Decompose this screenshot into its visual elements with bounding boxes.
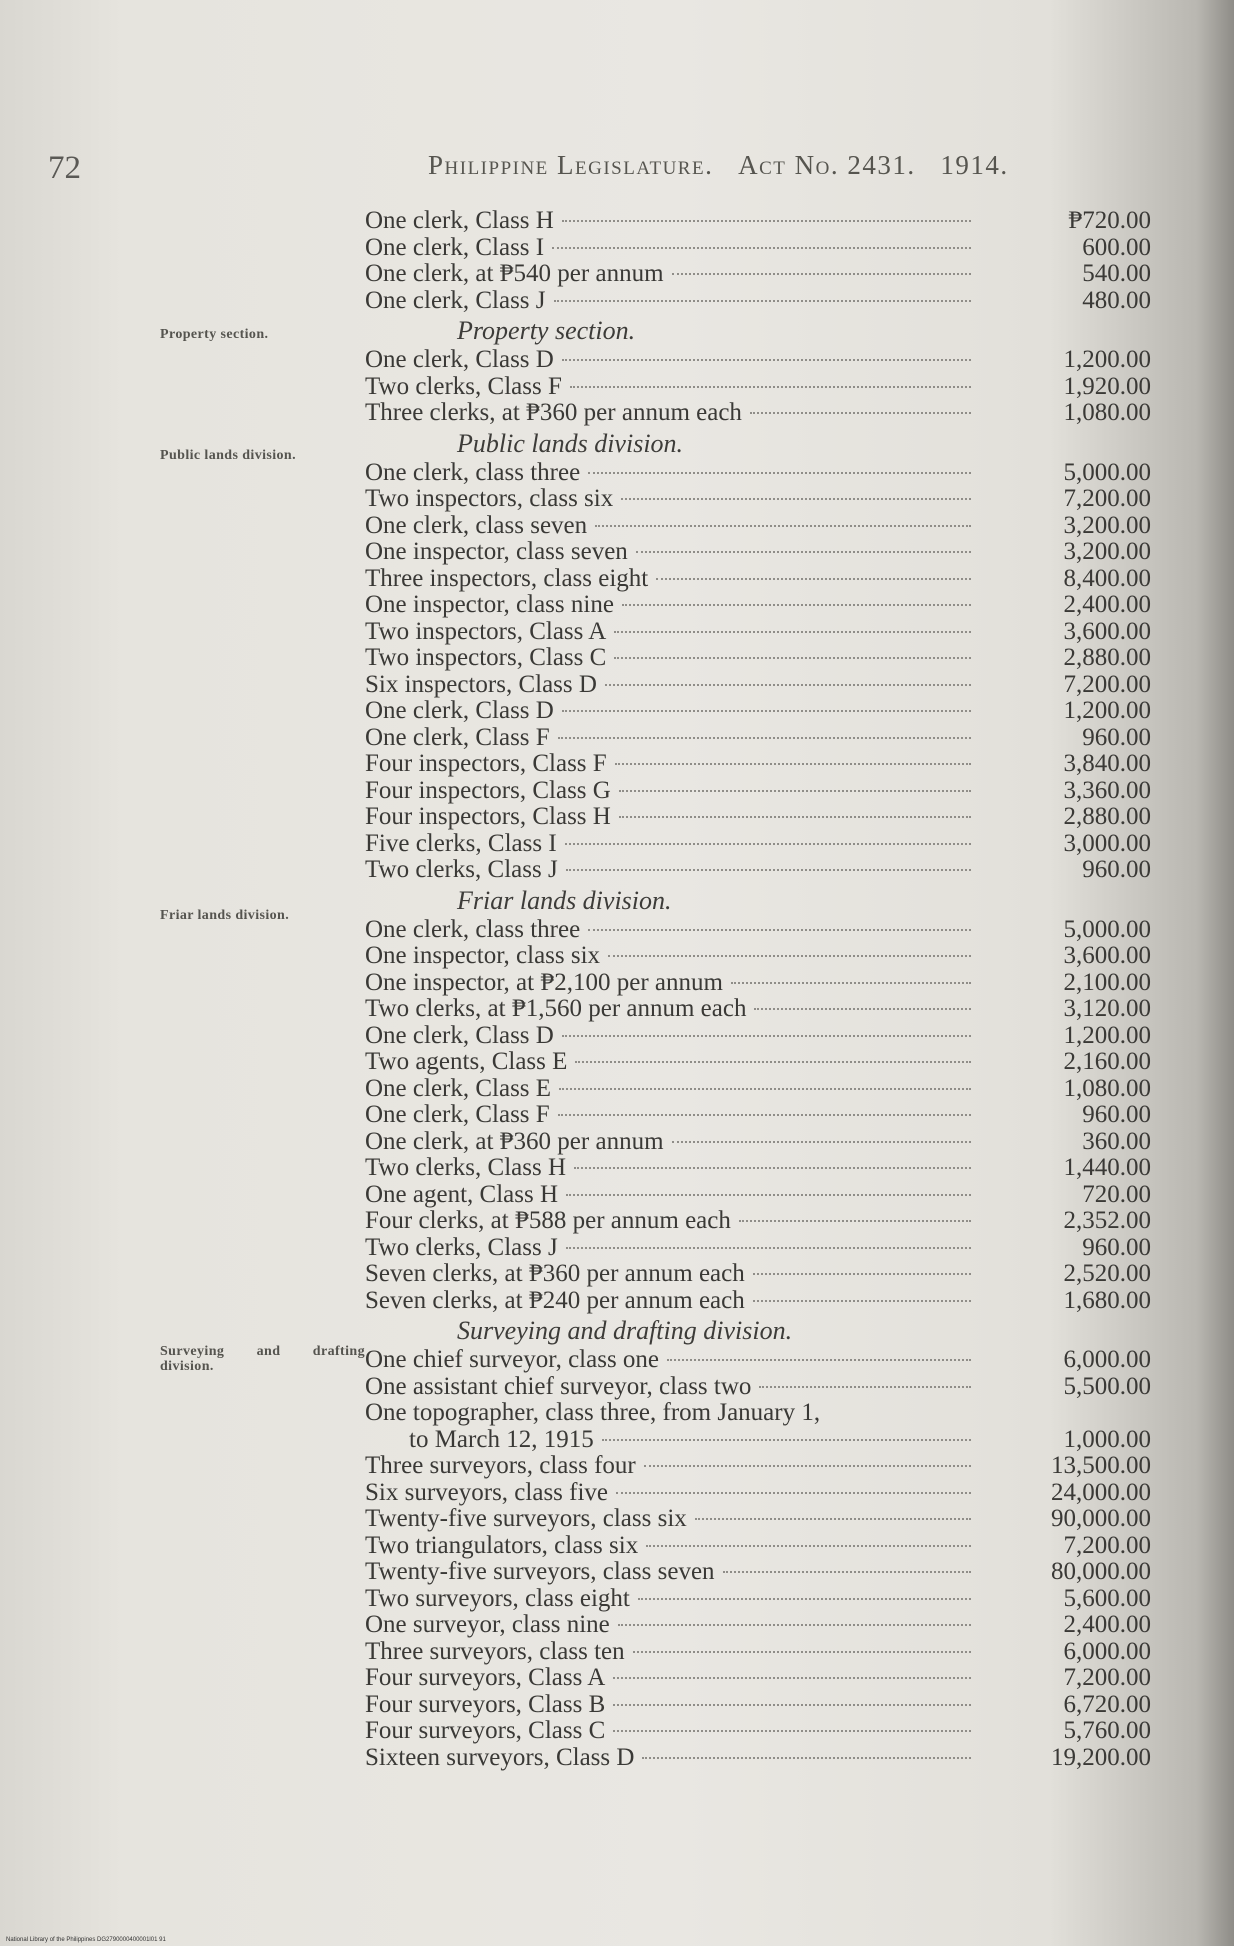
item-amount: 19,200.00 bbox=[1051, 1743, 1151, 1771]
item-label: One clerk, class seven bbox=[365, 511, 588, 539]
dot-leader bbox=[723, 1571, 971, 1573]
item-label: Two clerks, Class H bbox=[365, 1154, 567, 1181]
line-item bbox=[365, 1480, 1151, 1507]
item-amount: 6,000.00 bbox=[1063, 1346, 1151, 1373]
item-amount: 960.00 bbox=[1082, 856, 1151, 883]
item-amount: 7,200.00 bbox=[1063, 670, 1151, 698]
item-label: One clerk, Class D bbox=[365, 1021, 554, 1049]
item-label: One clerk, class three bbox=[365, 915, 581, 943]
item-amount: 540.00 bbox=[1082, 260, 1151, 287]
line-item bbox=[365, 1665, 1151, 1692]
item-amount: 8,400.00 bbox=[1063, 564, 1151, 592]
dot-leader bbox=[562, 710, 971, 712]
dot-leader bbox=[739, 1220, 971, 1222]
item-label: Two agents, Class E bbox=[365, 1048, 568, 1075]
dot-leader bbox=[613, 1730, 971, 1732]
dot-leader bbox=[672, 1141, 971, 1143]
item-amount: 7,200.00 bbox=[1063, 485, 1151, 512]
margin-note-surveying: Surveying and drafting division. bbox=[160, 1344, 365, 1374]
item-label: Two inspectors, Class C bbox=[365, 644, 607, 671]
item-label: Four clerks, at ₱588 per annum each bbox=[365, 1207, 731, 1234]
public-lands-items bbox=[365, 460, 1151, 884]
line-item bbox=[365, 778, 1151, 805]
line-item bbox=[365, 698, 1151, 725]
line-item bbox=[365, 725, 1151, 752]
dot-leader bbox=[619, 816, 971, 818]
item-amount: 3,600.00 bbox=[1063, 942, 1151, 969]
item-label: One inspector, class nine bbox=[365, 591, 614, 618]
item-label: One clerk, Class I bbox=[365, 233, 545, 261]
line-item bbox=[365, 261, 1151, 288]
line-item bbox=[365, 513, 1151, 540]
dot-leader bbox=[618, 1624, 971, 1626]
item-amount: 1,680.00 bbox=[1063, 1286, 1151, 1314]
dot-leader bbox=[656, 578, 971, 580]
item-amount: 1,080.00 bbox=[1063, 1074, 1151, 1102]
dot-leader bbox=[753, 1273, 971, 1275]
dot-leader bbox=[633, 1651, 971, 1653]
item-amount: 3,000.00 bbox=[1063, 829, 1151, 857]
margin-note-public-lands: Public lands division. bbox=[160, 448, 297, 463]
lead-items bbox=[365, 208, 1151, 314]
dot-leader bbox=[695, 1518, 971, 1520]
item-amount: 3,200.00 bbox=[1063, 511, 1151, 539]
line-item bbox=[365, 347, 1151, 374]
section-heading-surveying: Surveying and drafting division. bbox=[457, 1316, 793, 1345]
dot-leader bbox=[646, 1545, 971, 1547]
line-item bbox=[365, 804, 1151, 831]
line-item bbox=[365, 566, 1151, 593]
item-amount: 6,000.00 bbox=[1063, 1637, 1151, 1665]
dot-leader bbox=[638, 1598, 971, 1600]
line-item bbox=[365, 1347, 1151, 1374]
dot-leader bbox=[554, 300, 971, 302]
item-label: Six surveyors, class five bbox=[365, 1478, 609, 1506]
section-heading-friar-lands: Friar lands division. bbox=[457, 885, 672, 915]
surveying-items-continued bbox=[365, 1453, 1151, 1771]
dot-leader bbox=[605, 684, 971, 686]
item-label: Four inspectors, Class G bbox=[365, 776, 611, 804]
item-amount: 24,000.00 bbox=[1051, 1478, 1151, 1506]
dot-leader bbox=[642, 1757, 971, 1759]
item-amount: 3,840.00 bbox=[1063, 750, 1151, 777]
item-amount: 1,000.00 bbox=[1063, 1425, 1151, 1453]
line-item bbox=[365, 1559, 1151, 1586]
item-label: Seven clerks, at ₱240 per annum each bbox=[365, 1286, 745, 1314]
line-item bbox=[365, 1374, 1151, 1401]
item-label: Two clerks, Class J bbox=[365, 856, 558, 883]
line-item bbox=[365, 970, 1151, 997]
dot-leader bbox=[565, 843, 971, 845]
dot-leader bbox=[566, 869, 971, 871]
item-label: One clerk, Class F bbox=[365, 723, 550, 751]
item-amount: 80,000.00 bbox=[1051, 1558, 1151, 1585]
item-label: Four inspectors, Class F bbox=[365, 750, 607, 777]
dot-leader bbox=[616, 1492, 971, 1494]
item-amount: 1,920.00 bbox=[1063, 372, 1151, 400]
item-amount: 360.00 bbox=[1082, 1127, 1151, 1155]
dot-leader bbox=[622, 604, 971, 606]
item-amount: 960.00 bbox=[1082, 1233, 1151, 1261]
item-amount: 3,360.00 bbox=[1063, 776, 1151, 804]
line-item bbox=[365, 1182, 1151, 1209]
dot-leader bbox=[644, 1465, 971, 1467]
dot-leader bbox=[759, 1386, 971, 1388]
item-label: One inspector, class seven bbox=[365, 538, 628, 565]
item-label: One clerk, class three bbox=[365, 458, 581, 486]
item-label: Six inspectors, Class D bbox=[365, 670, 597, 698]
item-amount: 2,520.00 bbox=[1063, 1260, 1151, 1287]
item-label: One topographer, class three, from January 1, bbox=[365, 1399, 821, 1426]
item-label: Two clerks, Class F bbox=[365, 372, 562, 400]
line-item bbox=[365, 996, 1151, 1023]
line-item bbox=[365, 1692, 1151, 1719]
dot-leader bbox=[636, 551, 971, 553]
dot-leader bbox=[667, 1359, 971, 1361]
margin-note-property: Property section. bbox=[160, 327, 269, 342]
item-amount: 2,880.00 bbox=[1063, 803, 1151, 830]
dot-leader bbox=[575, 1061, 971, 1063]
item-amount: 3,200.00 bbox=[1063, 538, 1151, 565]
dot-leader bbox=[595, 525, 971, 527]
line-item bbox=[365, 539, 1151, 566]
dot-leader bbox=[566, 1247, 971, 1249]
item-amount: 2,352.00 bbox=[1063, 1207, 1151, 1234]
item-label: Two inspectors, Class A bbox=[365, 617, 607, 645]
line-item bbox=[365, 1261, 1151, 1288]
dot-leader bbox=[558, 1114, 971, 1116]
line-item bbox=[365, 1076, 1151, 1103]
item-amount: 6,720.00 bbox=[1063, 1690, 1151, 1718]
scan-footer: National Library of the Philippines DG2790000400001l01 91 bbox=[6, 1937, 166, 1943]
margin-note-friar-lands: Friar lands division. bbox=[160, 908, 290, 923]
item-label: Three inspectors, class eight bbox=[365, 564, 649, 592]
line-item bbox=[365, 917, 1151, 944]
item-amount: 90,000.00 bbox=[1051, 1505, 1151, 1532]
running-head-act: Act No. 2431. bbox=[738, 150, 916, 180]
dot-leader bbox=[615, 763, 971, 765]
running-head-title: Philippine Legislature. bbox=[428, 150, 714, 180]
dot-leader bbox=[613, 1677, 971, 1679]
item-label: Four surveyors, Class B bbox=[365, 1690, 606, 1718]
surveying-items bbox=[365, 1347, 1151, 1400]
dot-leader bbox=[558, 737, 971, 739]
item-amount: ₱720.00 bbox=[1068, 207, 1151, 234]
item-label: Two clerks, at ₱1,560 per annum each bbox=[365, 995, 747, 1022]
item-amount: 600.00 bbox=[1082, 233, 1151, 261]
running-head-year: 1914. bbox=[940, 150, 1009, 180]
item-amount: 5,760.00 bbox=[1063, 1717, 1151, 1744]
line-item bbox=[365, 1155, 1151, 1182]
item-label: One surveyor, class nine bbox=[365, 1611, 610, 1638]
section-heading-public-lands: Public lands division. bbox=[457, 428, 684, 458]
dot-leader bbox=[731, 982, 971, 984]
dot-leader bbox=[552, 247, 971, 249]
line-item bbox=[365, 208, 1151, 235]
dot-leader bbox=[619, 790, 971, 792]
item-label: One agent, Class H bbox=[365, 1180, 559, 1208]
line-item bbox=[365, 1235, 1151, 1262]
item-amount: 7,200.00 bbox=[1063, 1531, 1151, 1559]
line-item bbox=[365, 486, 1151, 513]
item-amount: 5,600.00 bbox=[1063, 1584, 1151, 1612]
line-item bbox=[365, 1639, 1151, 1666]
dot-leader bbox=[562, 359, 971, 361]
item-label: One clerk, Class F bbox=[365, 1101, 550, 1128]
item-label: Two inspectors, class six bbox=[365, 485, 614, 512]
dot-leader bbox=[672, 273, 971, 275]
line-item bbox=[365, 1102, 1151, 1129]
dot-leader bbox=[570, 386, 971, 388]
item-label: One clerk, Class J bbox=[365, 286, 546, 314]
item-amount: 1,200.00 bbox=[1063, 346, 1151, 373]
dot-leader bbox=[574, 1167, 971, 1169]
dot-leader bbox=[754, 1008, 971, 1010]
item-amount: 960.00 bbox=[1082, 723, 1151, 751]
item-label: Five clerks, Class I bbox=[365, 829, 557, 857]
dot-leader bbox=[614, 657, 971, 659]
line-item bbox=[365, 400, 1151, 427]
line-item bbox=[365, 1745, 1151, 1772]
line-item bbox=[365, 235, 1151, 262]
dot-leader bbox=[562, 220, 971, 222]
line-item bbox=[365, 1533, 1151, 1560]
item-label: One clerk, at ₱360 per annum bbox=[365, 1127, 664, 1155]
item-amount: 2,100.00 bbox=[1063, 968, 1151, 996]
section-heading-property: Property section. bbox=[457, 316, 636, 345]
item-label: Sixteen surveyors, Class D bbox=[365, 1743, 635, 1771]
item-amount: 2,160.00 bbox=[1063, 1048, 1151, 1075]
line-item bbox=[365, 1612, 1151, 1639]
line-item bbox=[365, 374, 1151, 401]
dot-leader bbox=[613, 1704, 971, 1706]
dot-leader bbox=[621, 498, 971, 500]
dot-leader bbox=[562, 1035, 971, 1037]
line-item bbox=[365, 1718, 1151, 1745]
line-item-topographer bbox=[365, 1400, 1151, 1453]
appropriation-list bbox=[365, 208, 1151, 1771]
item-amount: 5,000.00 bbox=[1063, 915, 1151, 943]
line-item bbox=[365, 672, 1151, 699]
dot-leader bbox=[614, 631, 971, 633]
line-item bbox=[365, 460, 1151, 487]
page-number: 72 bbox=[48, 150, 81, 186]
item-amount: 1,080.00 bbox=[1063, 399, 1151, 426]
item-label: Three clerks, at ₱360 per annum each bbox=[365, 399, 742, 426]
item-amount: 1,200.00 bbox=[1063, 1021, 1151, 1049]
item-amount: 3,600.00 bbox=[1063, 617, 1151, 645]
line-item bbox=[365, 1049, 1151, 1076]
line-item bbox=[365, 751, 1151, 778]
dot-leader bbox=[588, 929, 971, 931]
item-amount: 960.00 bbox=[1082, 1101, 1151, 1128]
line-item bbox=[365, 1453, 1151, 1480]
item-label-continued: to March 12, 1915 bbox=[409, 1425, 594, 1453]
item-label: Two triangulators, class six bbox=[365, 1531, 639, 1559]
item-label: One assistant chief surveyor, class two bbox=[365, 1372, 752, 1400]
dot-leader bbox=[588, 472, 971, 474]
line-item bbox=[365, 1023, 1151, 1050]
line-item bbox=[365, 1288, 1151, 1315]
item-label: Two surveyors, class eight bbox=[365, 1584, 630, 1612]
item-amount: 480.00 bbox=[1082, 286, 1151, 314]
dot-leader bbox=[608, 955, 971, 957]
property-items bbox=[365, 347, 1151, 427]
line-item bbox=[365, 645, 1151, 672]
line-item bbox=[365, 1586, 1151, 1613]
dot-leader bbox=[602, 1439, 971, 1441]
item-label: Twenty-five surveyors, class six bbox=[365, 1505, 687, 1532]
item-amount: 5,500.00 bbox=[1063, 1372, 1151, 1400]
item-label: One inspector, class six bbox=[365, 942, 601, 969]
item-label: One clerk, at ₱540 per annum bbox=[365, 260, 664, 287]
dot-leader bbox=[750, 412, 971, 414]
line-item bbox=[365, 857, 1151, 884]
line-item bbox=[365, 592, 1151, 619]
item-amount: 3,120.00 bbox=[1063, 995, 1151, 1022]
dot-leader bbox=[566, 1194, 971, 1196]
item-label: Four surveyors, Class C bbox=[365, 1717, 606, 1744]
item-label: Twenty-five surveyors, class seven bbox=[365, 1558, 715, 1585]
item-label: One inspector, at ₱2,100 per annum bbox=[365, 968, 723, 996]
item-label: Two clerks, Class J bbox=[365, 1233, 558, 1261]
dot-leader bbox=[559, 1088, 971, 1090]
item-label: One clerk, Class E bbox=[365, 1074, 552, 1102]
line-item bbox=[365, 1506, 1151, 1533]
item-amount: 13,500.00 bbox=[1051, 1452, 1151, 1479]
line-item bbox=[365, 831, 1151, 858]
item-label: One clerk, Class H bbox=[365, 207, 554, 234]
item-amount: 7,200.00 bbox=[1063, 1664, 1151, 1691]
item-label: One chief surveyor, class one bbox=[365, 1346, 660, 1373]
item-amount: 1,200.00 bbox=[1063, 697, 1151, 724]
line-item bbox=[365, 1129, 1151, 1156]
item-label: Three surveyors, class ten bbox=[365, 1637, 625, 1665]
friar-lands-items bbox=[365, 917, 1151, 1315]
line-item bbox=[365, 288, 1151, 315]
item-amount: 2,880.00 bbox=[1063, 644, 1151, 671]
line-item bbox=[365, 943, 1151, 970]
item-label: Four inspectors, Class H bbox=[365, 803, 611, 830]
item-label: Four surveyors, Class A bbox=[365, 1664, 606, 1691]
item-label: Seven clerks, at ₱360 per annum each bbox=[365, 1260, 745, 1287]
item-label: One clerk, Class D bbox=[365, 697, 554, 724]
item-label: One clerk, Class D bbox=[365, 346, 554, 373]
line-item bbox=[365, 619, 1151, 646]
item-amount: 1,440.00 bbox=[1063, 1154, 1151, 1181]
line-item bbox=[365, 1208, 1151, 1235]
dot-leader bbox=[753, 1300, 971, 1302]
item-label: Three surveyors, class four bbox=[365, 1452, 636, 1479]
item-amount: 720.00 bbox=[1082, 1180, 1151, 1208]
item-amount: 2,400.00 bbox=[1063, 591, 1151, 618]
item-amount: 5,000.00 bbox=[1063, 458, 1151, 486]
running-head bbox=[428, 150, 1128, 181]
item-amount: 2,400.00 bbox=[1063, 1611, 1151, 1638]
